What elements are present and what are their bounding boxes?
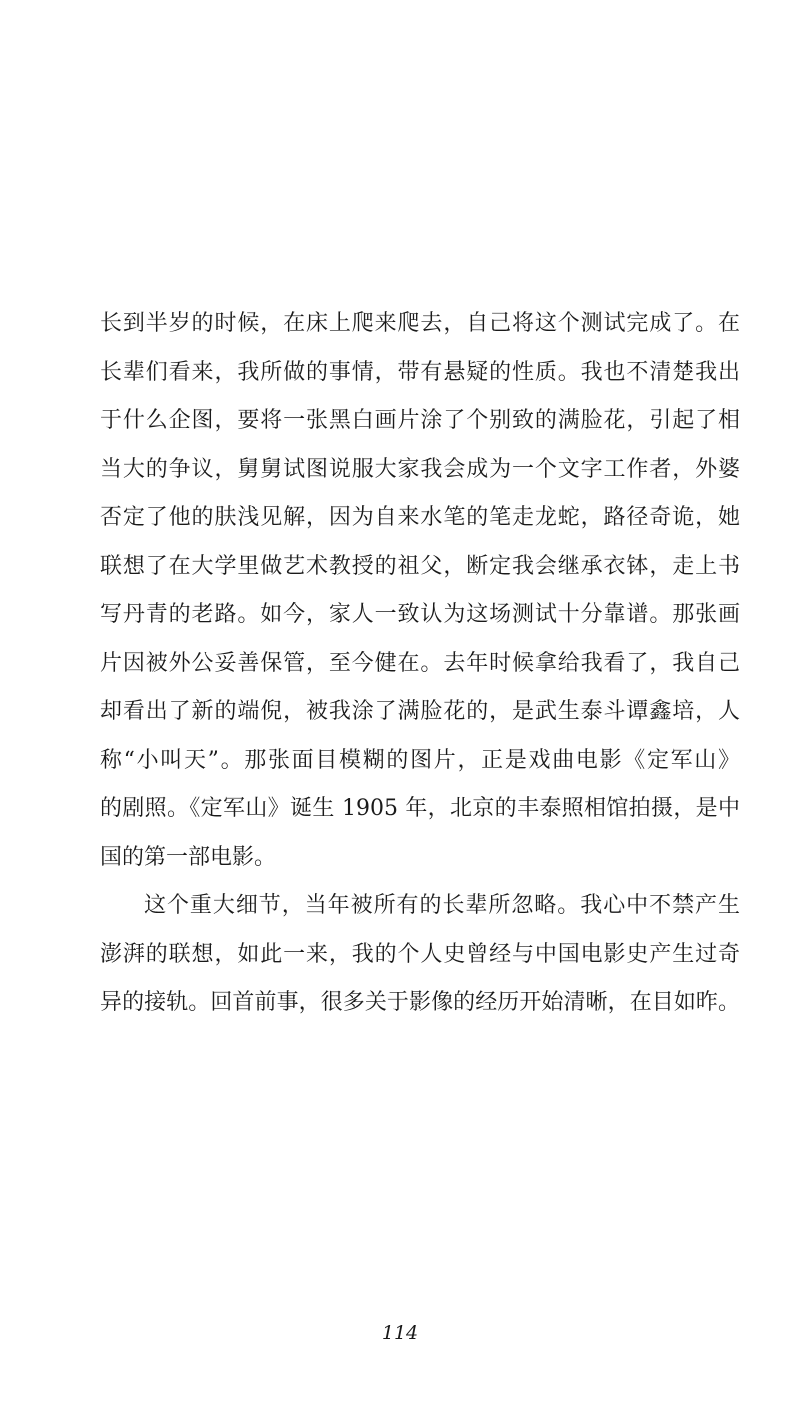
text-line: 于什么企图，要将一张黑白画片涂了个别致的满脸花，引起了相 <box>100 408 740 433</box>
text-line: 澎湃的联想，如此一来，我的个人史曾经与中国电影史产生过奇 <box>100 941 740 967</box>
text-line: 称“小叫天”。那张面目模糊的图片，正是戏曲电影《定军山》 <box>100 747 740 773</box>
text-line: 长到半岁的时候，在床上爬来爬去，自己将这个测试完成了。在 <box>100 311 740 336</box>
paragraph-1 <box>100 300 740 882</box>
text-line: 的剧照。《定军山》诞生 1905 年，北京的丰泰照相馆拍摄，是中 <box>100 796 740 821</box>
text-line: 国的第一部电影。 <box>100 844 277 870</box>
text-line: 这个重大细节，当年被所有的长辈所忽略。我心中不禁产生 <box>144 893 740 918</box>
body-text <box>100 300 740 1028</box>
text-line: 联想了在大学里做艺术教授的祖父，断定我会继承衣钵，走上书 <box>100 553 740 579</box>
text-line: 长辈们看来，我所做的事情，带有悬疑的性质。我也不清楚我出 <box>100 359 740 385</box>
paragraph-2 <box>100 882 740 1028</box>
text-line: 片因被外公妥善保管，至今健在。去年时候拿给我看了，我自己 <box>100 650 740 676</box>
page-number: 114 <box>381 1322 419 1344</box>
text-line: 却看出了新的端倪，被我涂了满脸花的，是武生泰斗谭鑫培，人 <box>100 699 740 724</box>
text-line: 当大的争议，舅舅试图说服大家我会成为一个文字工作者，外婆 <box>100 456 740 482</box>
text-line: 写丹青的老路。如今，家人一致认为这场测试十分靠谱。那张画 <box>100 602 740 627</box>
text-line: 异的接轨。回首前事，很多关于影像的经历开始清晰，在目如昨。 <box>100 990 740 1015</box>
text-line: 否定了他的肤浅见解，因为自来水笔的笔走龙蛇，路径奇诡，她 <box>100 505 740 530</box>
